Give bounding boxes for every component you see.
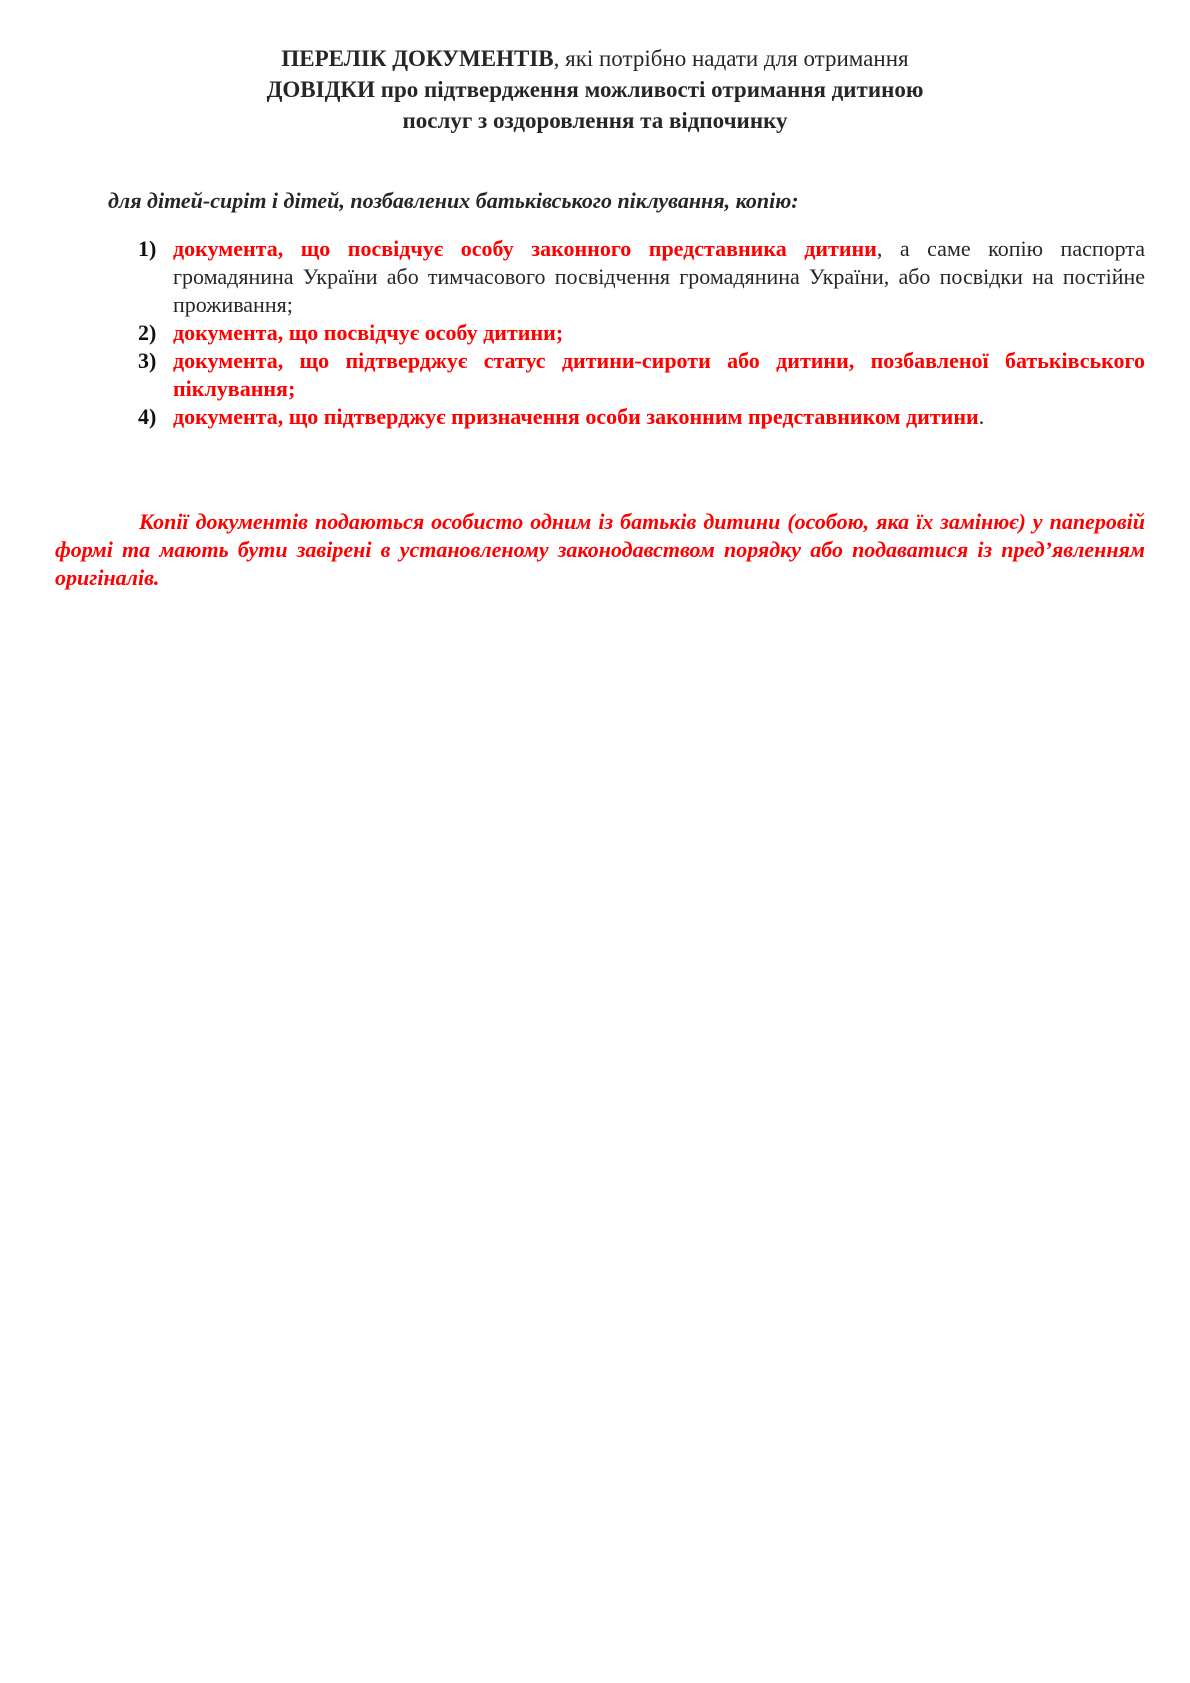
item-number: 4) — [138, 404, 157, 429]
item-number: 1) — [138, 236, 157, 261]
item-highlight: документа, що підтверджує статус дитини-сироти або дитини, позбавленої батьківського піклування; — [173, 348, 1145, 401]
list-item — [138, 347, 1145, 403]
item-rest: . — [978, 404, 985, 429]
item-highlight: документа, що посвідчує особу законного представника дитини — [173, 236, 877, 261]
section-subtitle: для дітей-сиріт і дітей, позбавлених батьківського піклування, копію: — [108, 188, 799, 213]
list-item — [138, 235, 1145, 319]
item-text — [173, 235, 1145, 319]
title-line-1 — [0, 43, 1190, 74]
submission-note: Копії документів подаються особисто одним із батьків дитини (особою, яка їх замінює) у паперовій формі та мають бути завірені в установленому законодавством порядку або подаватися із пред’явленням оригіналів. — [55, 509, 1145, 590]
item-text — [173, 403, 1145, 431]
document-title — [0, 43, 1190, 136]
item-text — [173, 319, 1145, 347]
item-highlight: документа, що підтверджує призначення особи законним представником дитини — [173, 404, 979, 429]
title-regular-text: , які потрібно надати для отримання — [553, 46, 909, 71]
list-item — [138, 403, 1145, 431]
list-item — [138, 319, 1145, 347]
item-number: 3) — [138, 348, 157, 373]
title-bold-text: ПЕРЕЛІК ДОКУМЕНТІВ — [281, 46, 554, 71]
document-list — [138, 235, 1145, 431]
item-text — [173, 347, 1145, 403]
title-line-3: послуг з оздоровлення та відпочинку — [402, 108, 788, 133]
item-rest: , а саме копію паспорта громадянина України або тимчасового посвідчення громадянина України, або посвідки на постійне проживання; — [173, 236, 1145, 317]
title-line-2: ДОВІДКИ про підтвердження можливості отримання дитиною — [266, 77, 924, 102]
item-highlight: документа, що посвідчує особу дитини; — [173, 320, 564, 345]
item-number: 2) — [138, 320, 157, 345]
